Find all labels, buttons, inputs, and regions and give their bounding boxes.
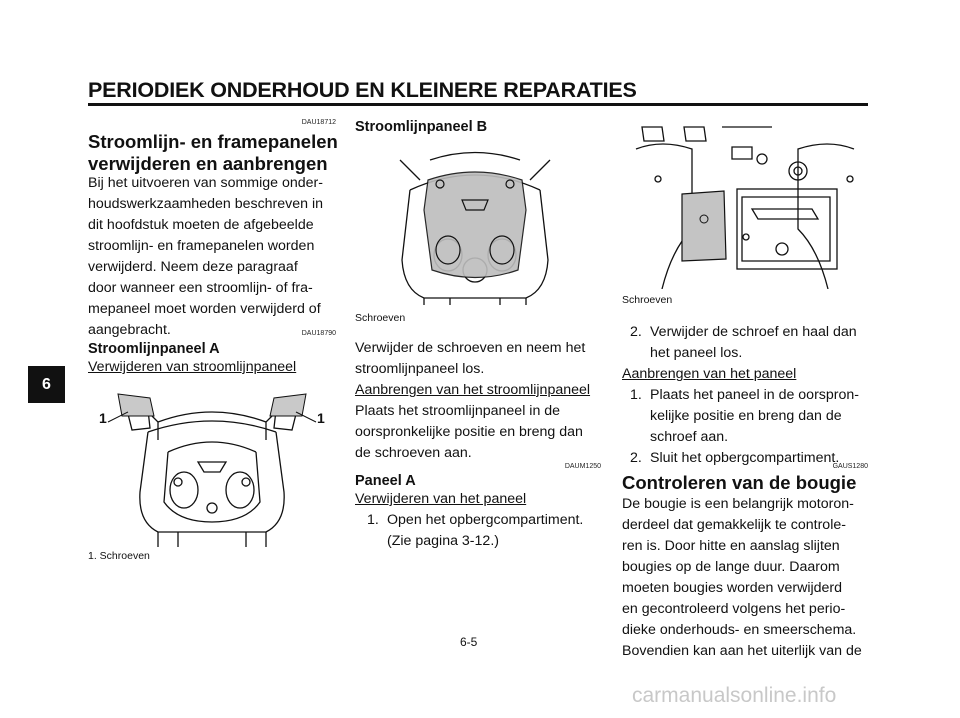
- step-text: [650, 385, 868, 448]
- text-line: Bij het uitvoeren van sommige onder-: [88, 175, 324, 191]
- heading-line: verwijderen en aanbrengen: [88, 153, 328, 174]
- text-line: Plaats het stroomlijnpaneel in de: [355, 403, 561, 419]
- text-line: Sluit het opbergcompartiment.: [650, 450, 840, 466]
- text-line: ren is. Door hitte en aanslag slijten: [622, 538, 840, 554]
- subsection-title: Stroomlijnpaneel B: [355, 119, 488, 135]
- callout-number: 1: [317, 410, 325, 426]
- procedure-title: Verwijderen van stroomlijnpaneel: [88, 359, 297, 375]
- section-heading: Controleren van de bougie: [622, 472, 857, 493]
- intro-paragraph: [88, 173, 336, 341]
- page-number: 6-5: [460, 635, 478, 649]
- procedure-step: [630, 385, 868, 448]
- section-code: DAUM1250: [564, 463, 601, 470]
- figure-panel-b: [380, 140, 570, 305]
- callout-number: 1: [99, 410, 107, 426]
- page-header-title: PERIODIEK ONDERHOUD EN KLEINERE REPARATIES: [88, 78, 637, 102]
- figure-caption: 1. Schroeven: [88, 550, 150, 562]
- figure-caption: Schroeven: [622, 294, 673, 306]
- text-line: (Zie pagina 3-12.): [387, 533, 499, 549]
- text-line: dit hoofdstuk moeten de afgebeelde: [88, 217, 314, 233]
- text-line: Open het opbergcompartiment.: [387, 512, 584, 528]
- spark-plug-paragraph: [622, 494, 868, 662]
- text-line: stroomlijnpaneel los.: [355, 361, 485, 377]
- section-code: GAUS1280: [832, 463, 868, 470]
- text-line: het paneel los.: [650, 345, 743, 361]
- procedure-title: Aanbrengen van het paneel: [622, 366, 797, 382]
- text-line: verwijderd. Neem deze paragraaf: [88, 259, 298, 275]
- text-line: derdeel dat gemakkelijk te controle-: [622, 517, 846, 533]
- procedure-title: Aanbrengen van het stroomlijnpaneel: [355, 382, 591, 398]
- step-number: 1.: [367, 512, 379, 528]
- watermark: carmanualsonline.info: [632, 684, 837, 707]
- text-line: dieke onderhouds- en smeerschema.: [622, 622, 857, 638]
- text-line: en gecontroleerd volgens het perio-: [622, 601, 846, 617]
- text-line: door wanneer een stroomlijn- of fra-: [88, 280, 313, 296]
- chapter-tab: 6: [28, 366, 65, 403]
- text-line: kelijke positie en breng dan de: [650, 408, 842, 424]
- text-line: bougies op de lange duur. Daarom: [622, 559, 840, 575]
- text-line: oorspronkelijke positie en breng dan: [355, 424, 583, 440]
- text-line: mepaneel moet worden verwijderd of: [88, 301, 321, 317]
- text-line: moeten bougies worden verwijderd: [622, 580, 843, 596]
- procedure-step: [630, 322, 868, 364]
- text-line: De bougie is een belangrijk motoron-: [622, 496, 854, 512]
- step-number: 2.: [630, 450, 642, 466]
- procedure-step: [367, 510, 601, 552]
- subsection-title: Stroomlijnpaneel A: [88, 341, 220, 357]
- text-line: aangebracht.: [88, 322, 171, 338]
- procedure-title: Verwijderen van het paneel: [355, 491, 527, 507]
- step-number: 2.: [630, 324, 642, 340]
- remove-paragraph: [355, 338, 601, 380]
- subsection-title: Paneel A: [355, 473, 416, 489]
- text-line: stroomlijn- en framepanelen worden: [88, 238, 315, 254]
- step-text: [387, 510, 601, 552]
- section-code: DAU18790: [301, 330, 336, 337]
- header-rule: [88, 103, 868, 106]
- text-line: Verwijder de schroeven en neem het: [355, 340, 586, 356]
- install-paragraph: [355, 401, 601, 464]
- text-line: Plaats het paneel in de oorspron-: [650, 387, 860, 403]
- text-line: Verwijder de schroef en haal dan: [650, 324, 857, 340]
- text-line: schroef aan.: [650, 429, 729, 445]
- figure-caption: Schroeven: [355, 312, 406, 324]
- text-line: houdswerkzaamheden beschreven in: [88, 196, 324, 212]
- section-heading: [88, 131, 338, 175]
- figure-panel-a: [88, 382, 336, 547]
- step-number: 1.: [630, 387, 642, 403]
- text-line: Bovendien kan aan het uiterlijk van de: [622, 643, 862, 659]
- text-line: de schroeven aan.: [355, 445, 472, 461]
- heading-line: Stroomlijn- en framepanelen: [88, 131, 338, 152]
- section-code: DAU18712: [301, 119, 336, 126]
- step-text: [650, 322, 868, 364]
- figure-panel-storage: [622, 119, 868, 289]
